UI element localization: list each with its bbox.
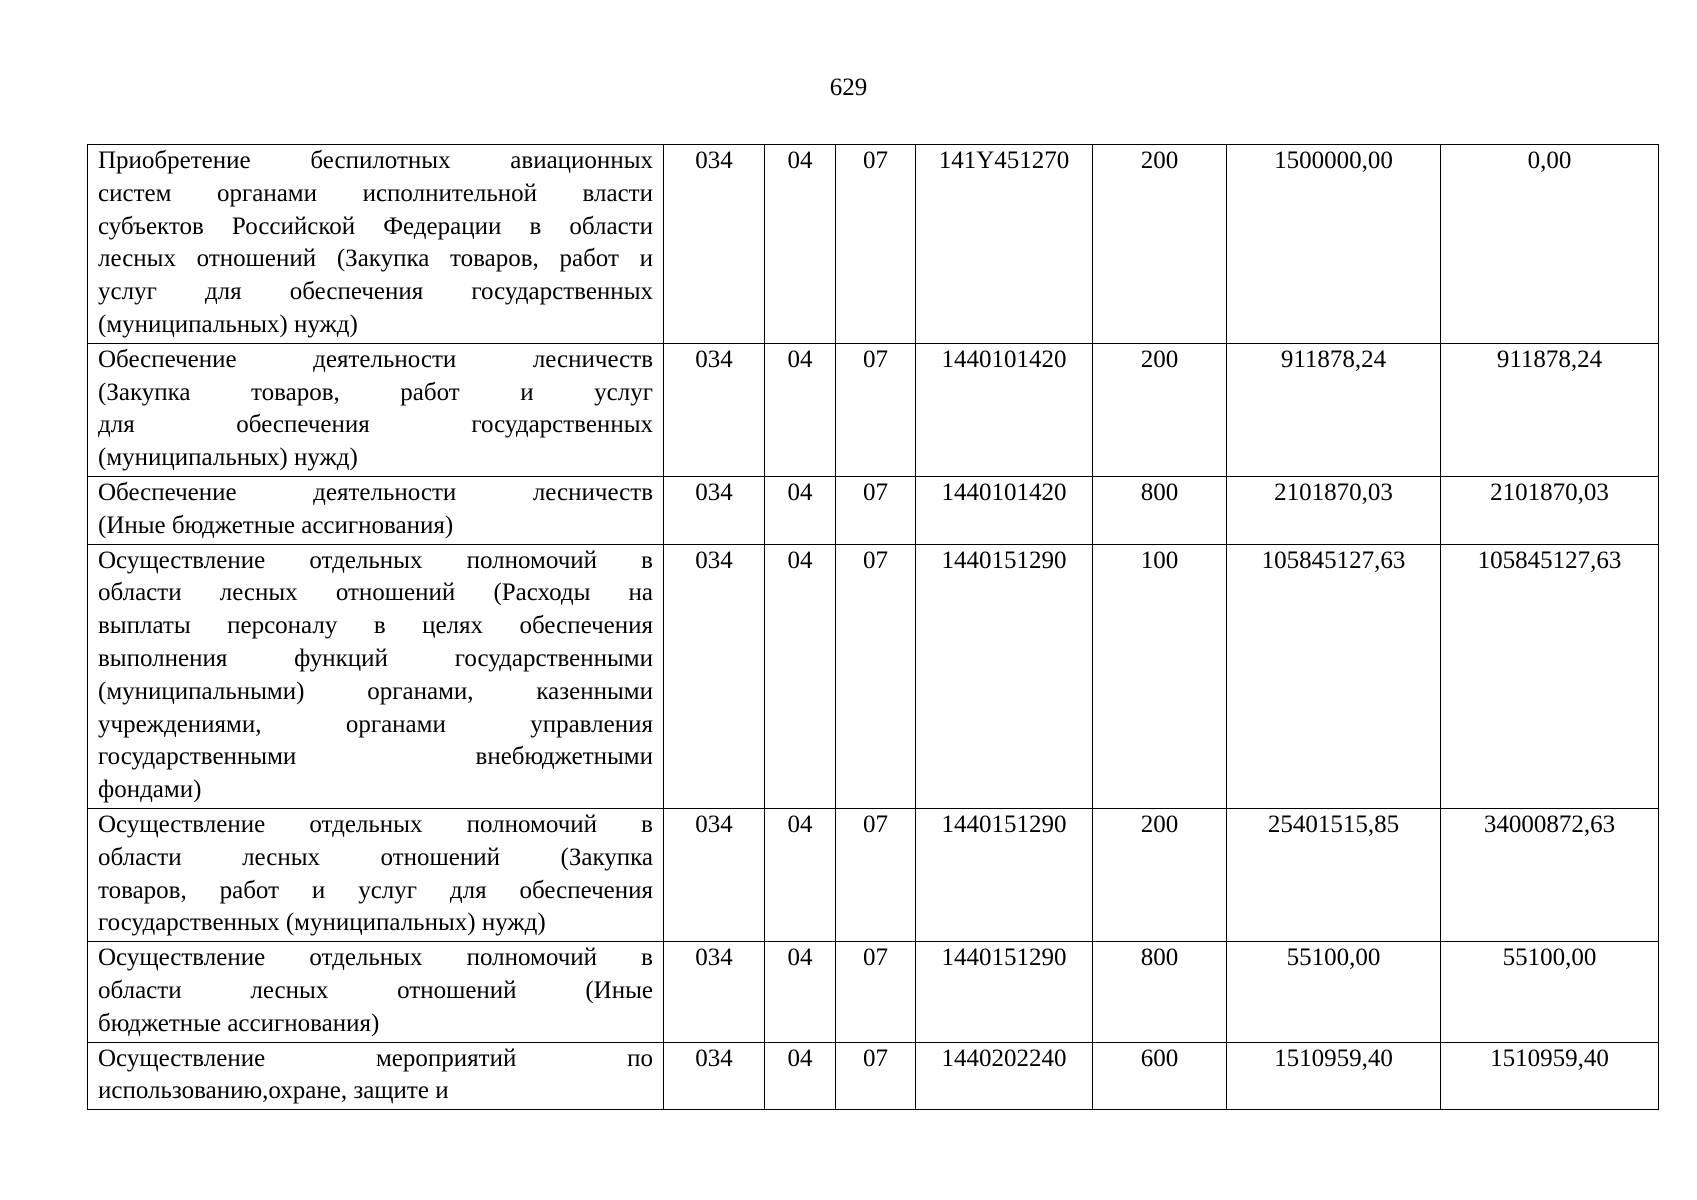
- amount-second-cell: 105845127,63: [1441, 544, 1659, 808]
- expense-description-cell: [88, 145, 664, 344]
- budget-table: [87, 144, 1659, 1110]
- target-article-cell: 1440151290: [916, 942, 1093, 1042]
- description-line: использованию,охране, защите и: [98, 1077, 449, 1105]
- amount-first-cell: 1510959,40: [1227, 1042, 1441, 1110]
- section-code-cell: 04: [765, 808, 836, 941]
- description-line: бюджетные ассигнования): [98, 1009, 380, 1037]
- ministry-code-cell: 034: [664, 343, 765, 476]
- subsection-code-cell: 07: [836, 476, 916, 544]
- expense-description-cell: [88, 942, 664, 1042]
- ministry-code-cell: 034: [664, 942, 765, 1042]
- subsection-code-cell: 07: [836, 145, 916, 344]
- table-row: [88, 808, 1659, 941]
- amount-second-cell: 0,00: [1441, 145, 1659, 344]
- amount-first-cell: 1500000,00: [1227, 145, 1441, 344]
- target-article-cell: 1440101420: [916, 476, 1093, 544]
- amount-first-cell: 25401515,85: [1227, 808, 1441, 941]
- expense-type-cell: 800: [1093, 476, 1227, 544]
- section-code-cell: 04: [765, 942, 836, 1042]
- expense-type-cell: 200: [1093, 145, 1227, 344]
- target-article-cell: 1440151290: [916, 544, 1093, 808]
- amount-first-cell: 55100,00: [1227, 942, 1441, 1042]
- description-line: Осуществление мероприятий по: [98, 1044, 653, 1072]
- ministry-code-cell: 034: [664, 476, 765, 544]
- expense-type-cell: 200: [1093, 343, 1227, 476]
- ministry-code-cell: 034: [664, 145, 765, 344]
- amount-first-cell: 105845127,63: [1227, 544, 1441, 808]
- target-article-cell: 141Y451270: [916, 145, 1093, 344]
- expense-type-cell: 800: [1093, 942, 1227, 1042]
- table-row: [88, 544, 1659, 808]
- ministry-code-cell: 034: [664, 544, 765, 808]
- amount-second-cell: 34000872,63: [1441, 808, 1659, 941]
- expense-description-cell: [88, 808, 664, 941]
- amount-second-cell: 911878,24: [1441, 343, 1659, 476]
- description-line: области лесных отношений (Иные: [98, 976, 653, 1004]
- expense-description-cell: [88, 544, 664, 808]
- description-line: области лесных отношений (Расходы на: [98, 579, 653, 607]
- description-line: Осуществление отдельных полномочий в: [98, 810, 653, 838]
- description-line: выполнения функций государственными: [98, 644, 653, 672]
- amount-second-cell: 55100,00: [1441, 942, 1659, 1042]
- expense-type-cell: 200: [1093, 808, 1227, 941]
- description-line: для обеспечения государственных: [98, 411, 653, 439]
- description-line: Приобретение беспилотных авиационных: [98, 147, 653, 174]
- subsection-code-cell: 07: [836, 808, 916, 941]
- table-row: [88, 343, 1659, 476]
- table-row: [88, 145, 1659, 344]
- description-line: области лесных отношений (Закупка: [98, 843, 653, 871]
- description-line: Обеспечение деятельности лесничеств: [98, 478, 653, 506]
- subsection-code-cell: 07: [836, 942, 916, 1042]
- description-line: (муниципальных) нужд): [98, 444, 358, 472]
- subsection-code-cell: 07: [836, 1042, 916, 1110]
- page-number: 629: [829, 74, 868, 101]
- expense-type-cell: 600: [1093, 1042, 1227, 1110]
- target-article-cell: 1440202240: [916, 1042, 1093, 1110]
- description-line: субъектов Российской Федерации в области: [98, 212, 653, 240]
- description-line: систем органами исполнительной власти: [98, 179, 653, 207]
- expense-type-cell: 100: [1093, 544, 1227, 808]
- description-line: (муниципальных) нужд): [98, 310, 358, 338]
- amount-first-cell: 2101870,03: [1227, 476, 1441, 544]
- target-article-cell: 1440151290: [916, 808, 1093, 941]
- section-code-cell: 04: [765, 476, 836, 544]
- description-line: Осуществление отдельных полномочий в: [98, 944, 653, 972]
- expense-description-cell: [88, 476, 664, 544]
- description-line: фондами): [98, 776, 202, 804]
- description-line: (Иные бюджетные ассигнования): [98, 511, 454, 539]
- table-body: [88, 145, 1659, 1110]
- amount-second-cell: 1510959,40: [1441, 1042, 1659, 1110]
- section-code-cell: 04: [765, 1042, 836, 1110]
- description-line: услуг для обеспечения государственных: [98, 278, 653, 306]
- amount-second-cell: 2101870,03: [1441, 476, 1659, 544]
- expense-description-cell: [88, 343, 664, 476]
- description-line: (муниципальными) органами, казенными: [98, 677, 653, 705]
- ministry-code-cell: 034: [664, 1042, 765, 1110]
- subsection-code-cell: 07: [836, 343, 916, 476]
- amount-first-cell: 911878,24: [1227, 343, 1441, 476]
- section-code-cell: 04: [765, 544, 836, 808]
- ministry-code-cell: 034: [664, 808, 765, 941]
- section-code-cell: 04: [765, 145, 836, 344]
- table-row: [88, 476, 1659, 544]
- description-line: учреждениями, органами управления: [98, 710, 653, 738]
- table-row: [88, 942, 1659, 1042]
- description-line: лесных отношений (Закупка товаров, работ и: [98, 245, 653, 273]
- description-line: Обеспечение деятельности лесничеств: [98, 345, 653, 373]
- table-row: [88, 1042, 1659, 1110]
- subsection-code-cell: 07: [836, 544, 916, 808]
- description-line: государственных (муниципальных) нужд): [98, 909, 546, 937]
- section-code-cell: 04: [765, 343, 836, 476]
- expense-description-cell: [88, 1042, 664, 1110]
- description-line: Осуществление отдельных полномочий в: [98, 546, 653, 574]
- description-line: (Закупка товаров, работ и услуг: [98, 378, 653, 406]
- description-line: товаров, работ и услуг для обеспечения: [98, 876, 653, 904]
- description-line: государственными внебюджетными: [98, 743, 653, 771]
- description-line: выплаты персоналу в целях обеспечения: [98, 612, 653, 640]
- target-article-cell: 1440101420: [916, 343, 1093, 476]
